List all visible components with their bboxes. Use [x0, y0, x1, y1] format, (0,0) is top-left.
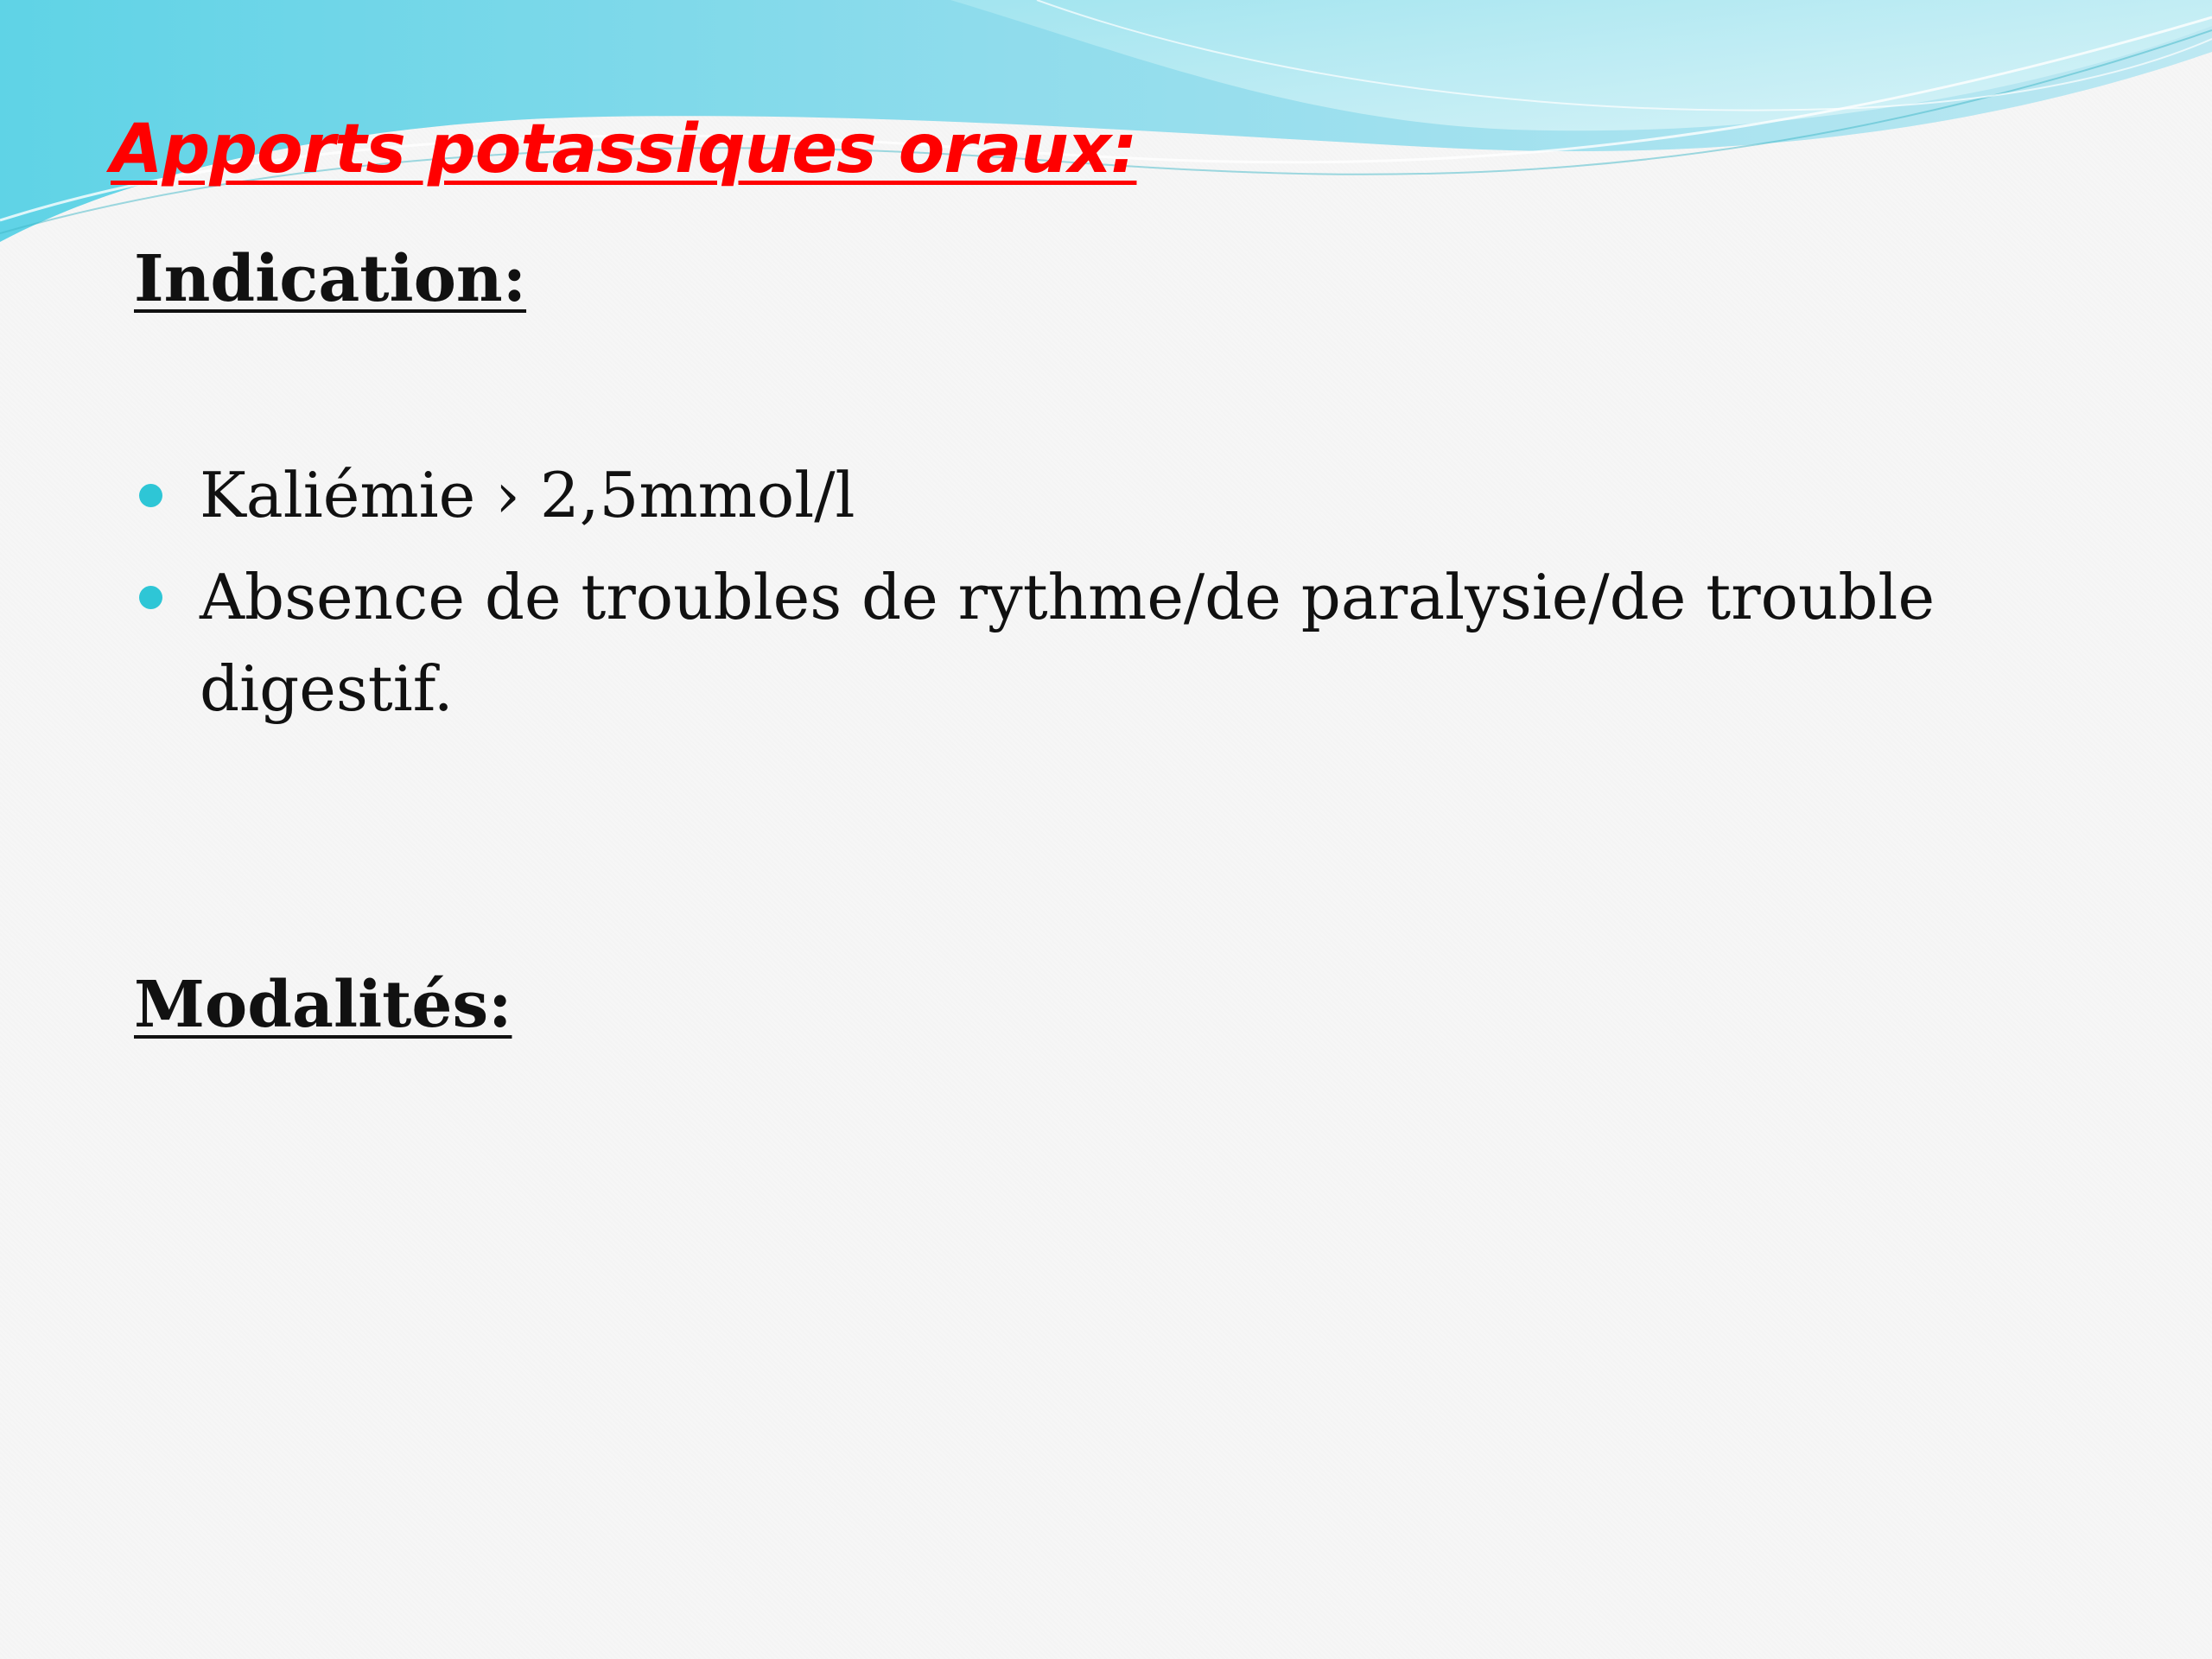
list-item — [134, 449, 2121, 541]
list-item — [134, 551, 2121, 734]
bullet-text: Absence de troubles de rythme/de paralysie/de trouble digestif. — [200, 561, 1936, 725]
section-heading-modalites: Modalités: — [134, 968, 512, 1042]
bullet-dot-icon — [139, 484, 162, 507]
slide-title: Apports potassiques oraux: — [111, 111, 1137, 188]
indication-bullet-list — [134, 449, 2121, 745]
section-heading-indication: Indication: — [134, 242, 527, 316]
bullet-dot-icon — [139, 586, 162, 609]
bullet-text: Kaliémie › 2,5mmol/l — [200, 459, 855, 531]
